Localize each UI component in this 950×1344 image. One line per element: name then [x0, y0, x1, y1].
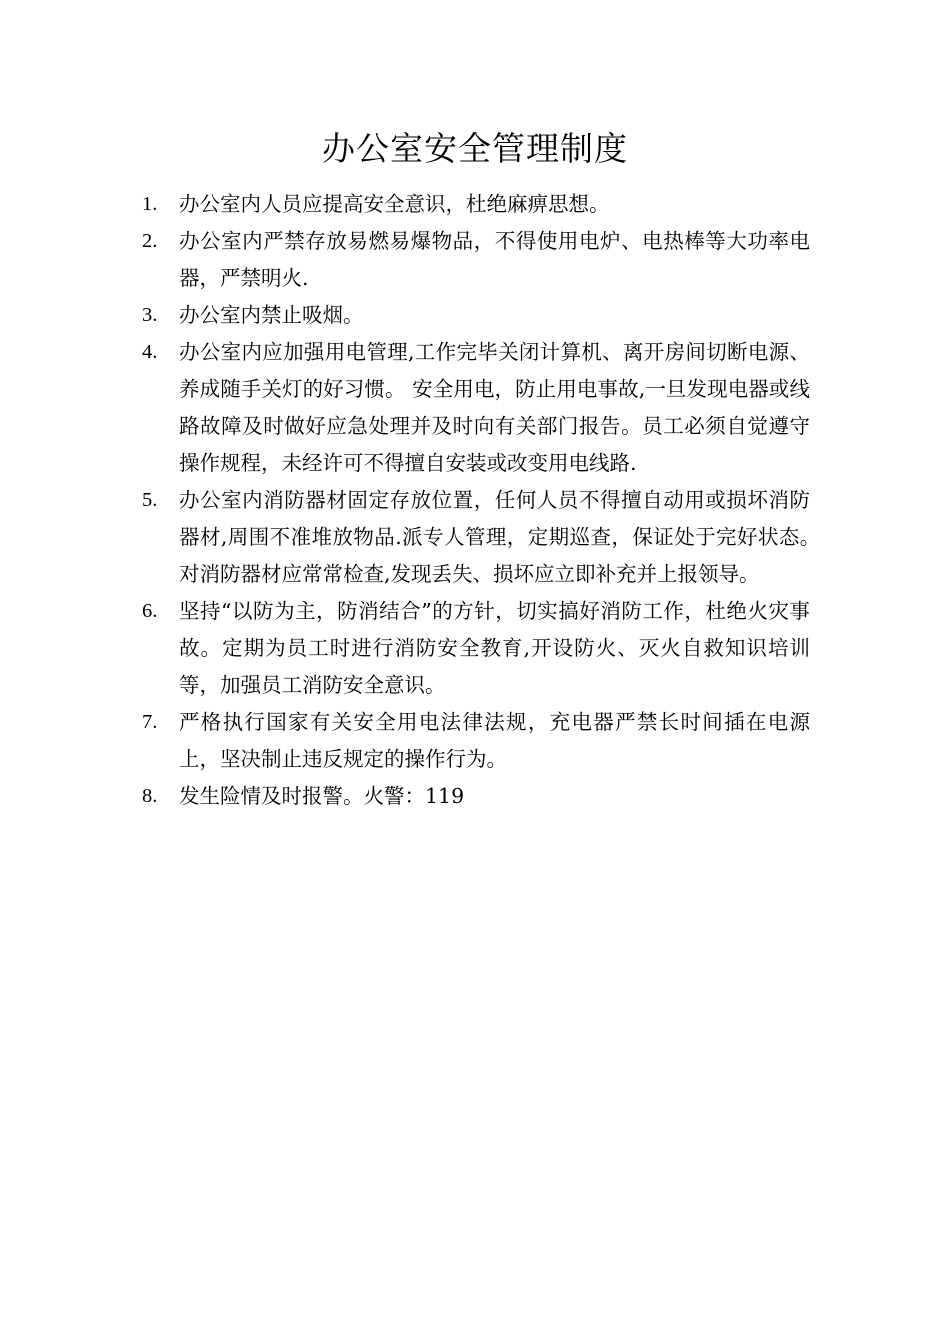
rule-text: 办公室内严禁存放易燃易爆物品，不得使用电炉、电热棒等大功率电器，严禁明火.: [179, 229, 810, 290]
rule-text: 办公室内禁止吸烟。: [179, 303, 364, 327]
rule-text: 办公室内消防器材固定存放位置，任何人员不得擅自动用或损坏消防器材,周围不准堆放物品.派专人管理，定期巡查，保证处于完好状态。 对消防器材应常常检查,发现丢失、损坏应立即补充并上报领导。: [179, 488, 831, 586]
rule-item: [142, 593, 810, 704]
rules-list: [142, 186, 831, 815]
rule-item: [142, 334, 810, 482]
rule-text: 办公室内应加强用电管理,工作完毕关闭计算机、离开房间切断电源、养成随手关灯的好习惯。 安全用电，防止用电事故,一旦发现电器或线路故障及时做好应急处理并及时向有关部门报告。员工必须自觉遵守操作规程，未经许可不得擅自安装或改变用电线路.: [179, 340, 810, 475]
rule-number: 4.: [142, 341, 158, 363]
rule-number: 1.: [142, 193, 158, 215]
rule-number: 2.: [142, 230, 158, 252]
rule-item: [142, 482, 831, 593]
rule-text: 办公室内人员应提高安全意识，杜绝麻痹思想。: [179, 192, 610, 216]
rule-text: 严格执行国家有关安全用电法律法规，充电器严禁长时间插在电源上，坚决制止违反规定的操作行为。: [179, 710, 810, 771]
rule-text: 坚持“以防为主，防消结合”的方针，切实搞好消防工作，杜绝火灾事故。定期为员工时进行消防安全教育,开设防火、灭火自救知识培训等，加强员工消防安全意识。: [179, 599, 810, 697]
rule-number: 7.: [142, 711, 158, 733]
document-title: 办公室安全管理制度: [322, 129, 628, 168]
rule-item: [142, 778, 810, 815]
rule-number: 6.: [142, 600, 158, 622]
rule-item: [142, 297, 810, 334]
rule-number: 8.: [142, 785, 158, 807]
rule-number: 5.: [142, 489, 158, 511]
rule-item: [142, 704, 810, 778]
rule-text: 发生险情及时报警。火警：119: [179, 784, 465, 808]
rule-item: [142, 186, 810, 223]
rule-item: [142, 223, 810, 297]
rule-number: 3.: [142, 304, 158, 326]
